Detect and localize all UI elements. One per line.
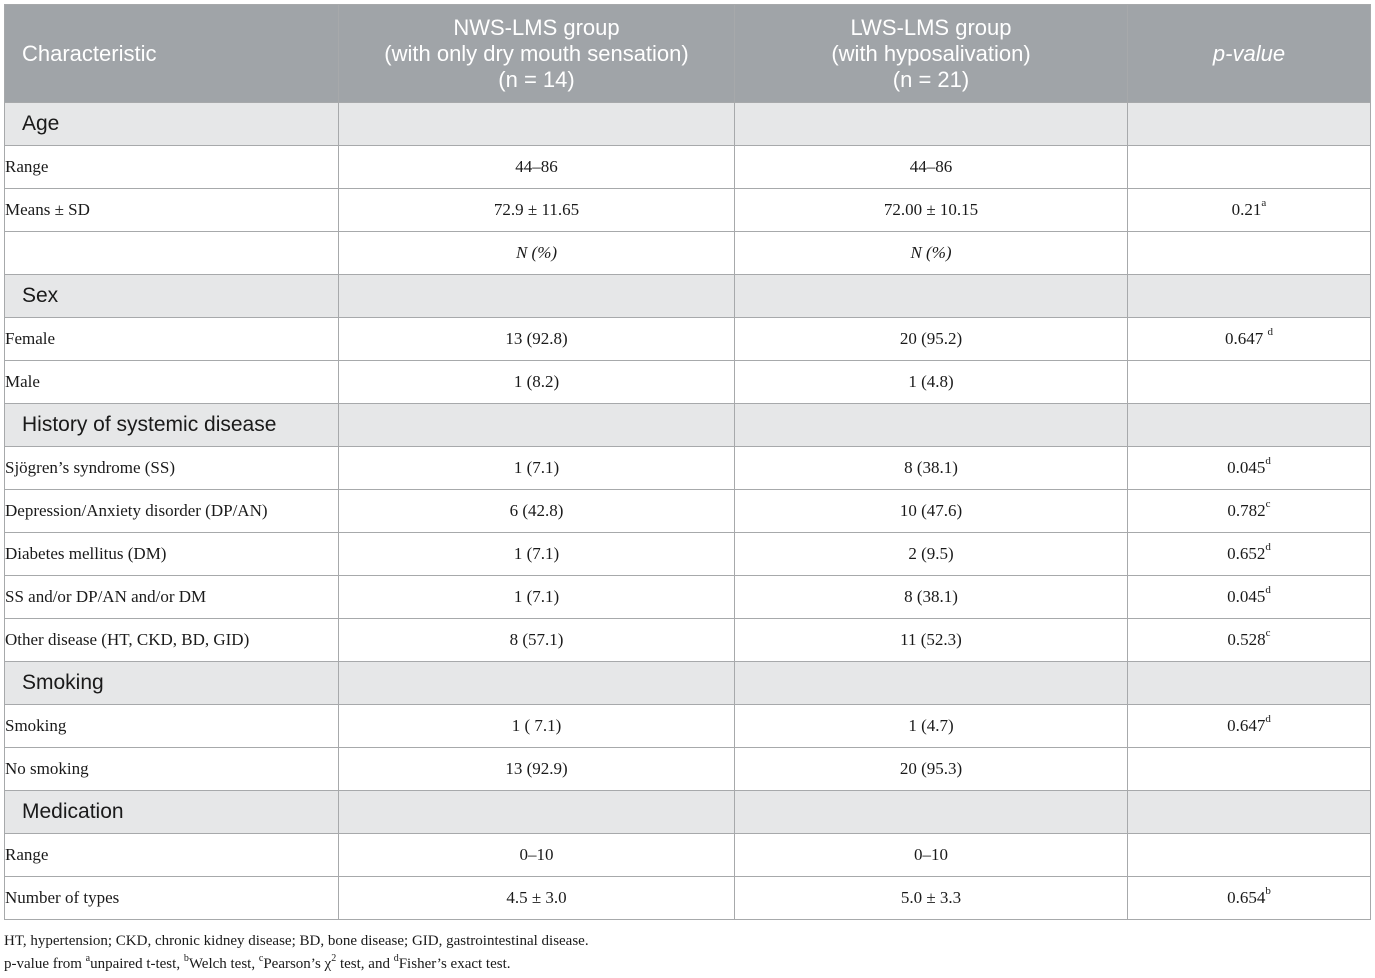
p-value xyxy=(1128,447,1371,490)
p-value-test-marker: d xyxy=(1265,584,1271,597)
table-row xyxy=(5,619,1371,662)
section-label: Age xyxy=(5,103,339,146)
p-value-number: 0.647 xyxy=(1227,716,1266,735)
lws-value xyxy=(735,232,1128,275)
section-row-sex xyxy=(5,275,1371,318)
p-value xyxy=(1128,533,1371,576)
p-value xyxy=(1128,877,1371,920)
p-value-number: 0.652 xyxy=(1227,544,1266,563)
p-value-number: 0.045 xyxy=(1227,587,1266,606)
p-value xyxy=(1128,361,1371,404)
footnote-test-a: unpaired t-test, xyxy=(90,956,184,972)
header-nws-lms xyxy=(339,5,735,103)
nws-value: 1 (7.1) xyxy=(339,533,735,576)
footnote-abbreviations: HT, hypertension; CKD, chronic kidney disease; BD, bone disease; GID, gastrointestinal disease. xyxy=(4,933,589,949)
section-label: History of systemic disease xyxy=(5,404,339,447)
header-nws-line3: (n = 14) xyxy=(498,66,575,92)
p-value-number: 0.647 xyxy=(1225,329,1268,348)
lws-value: 1 (4.7) xyxy=(735,705,1128,748)
section-row-smoking xyxy=(5,662,1371,705)
footnote-chi-square-exponent: 2 xyxy=(331,953,337,964)
p-value-test-marker: c xyxy=(1265,498,1271,511)
row-label: SS and/or DP/AN and/or DM xyxy=(5,576,339,619)
lws-value: 10 (47.6) xyxy=(735,490,1128,533)
row-label: Number of types xyxy=(5,877,339,920)
table-row xyxy=(5,834,1371,877)
row-label: No smoking xyxy=(5,748,339,791)
header-characteristic: Characteristic xyxy=(5,5,339,103)
lws-value: 11 (52.3) xyxy=(735,619,1128,662)
p-value-test-marker: d xyxy=(1267,326,1273,339)
row-label: Means ± SD xyxy=(5,189,339,232)
p-value-number: 0.21 xyxy=(1231,200,1262,219)
p-value-number: 0.528 xyxy=(1227,630,1266,649)
lws-value: 0–10 xyxy=(735,834,1128,877)
footnote-test-d: Fisher’s exact test. xyxy=(398,956,511,972)
lws-value: 44–86 xyxy=(735,146,1128,189)
p-value xyxy=(1128,490,1371,533)
footnote-test-b: Welch test, xyxy=(188,956,259,972)
p-value-number: 0.045 xyxy=(1227,458,1266,477)
header-nws-line1: NWS-LMS group xyxy=(453,14,620,40)
lws-value: 2 (9.5) xyxy=(735,533,1128,576)
table-row xyxy=(5,361,1371,404)
section-row-history xyxy=(5,404,1371,447)
lws-value: 8 (38.1) xyxy=(735,576,1128,619)
table-row xyxy=(5,748,1371,791)
row-label: Male xyxy=(5,361,339,404)
p-value-test-marker: c xyxy=(1265,627,1271,640)
p-value-test-marker: d xyxy=(1265,541,1271,554)
table-row xyxy=(5,189,1371,232)
p-value xyxy=(1128,834,1371,877)
p-value xyxy=(1128,748,1371,791)
nws-value: 13 (92.9) xyxy=(339,748,735,791)
section-label: Smoking xyxy=(5,662,339,705)
characteristics-table xyxy=(4,4,1371,920)
nws-value: 13 (92.8) xyxy=(339,318,735,361)
p-value-test-marker: a xyxy=(1261,197,1267,210)
row-label: Other disease (HT, CKD, BD, GID) xyxy=(5,619,339,662)
section-row-age xyxy=(5,103,1371,146)
nws-value xyxy=(339,232,735,275)
footnote-test-c-tail: test, and xyxy=(336,956,394,972)
lws-value: 20 (95.3) xyxy=(735,748,1128,791)
nws-value: 0–10 xyxy=(339,834,735,877)
header-p-value-label: p-value xyxy=(1212,40,1286,66)
nws-value: 1 (7.1) xyxy=(339,447,735,490)
p-value xyxy=(1128,576,1371,619)
footnote-marker-b: b xyxy=(183,953,189,964)
table-row xyxy=(5,232,1371,275)
table-row xyxy=(5,146,1371,189)
row-label: Smoking xyxy=(5,705,339,748)
nws-value: 1 (8.2) xyxy=(339,361,735,404)
lws-value: 1 (4.8) xyxy=(735,361,1128,404)
n-percent-label: N (%) xyxy=(910,243,952,262)
table-footnotes xyxy=(4,930,589,976)
lws-value: 72.00 ± 10.15 xyxy=(735,189,1128,232)
table-row xyxy=(5,705,1371,748)
footnote-marker-d: d xyxy=(393,953,399,964)
nws-value: 6 (42.8) xyxy=(339,490,735,533)
nws-value: 8 (57.1) xyxy=(339,619,735,662)
header-lws-line3: (n = 21) xyxy=(892,66,970,92)
header-nws-line2: (with only dry mouth sensation) xyxy=(384,40,689,66)
table-row xyxy=(5,318,1371,361)
p-value-test-marker: d xyxy=(1265,713,1271,726)
nws-value: 1 (7.1) xyxy=(339,576,735,619)
table-row xyxy=(5,576,1371,619)
row-label: Female xyxy=(5,318,339,361)
p-value xyxy=(1128,189,1371,232)
section-row-medication xyxy=(5,791,1371,834)
row-label: Diabetes mellitus (DM) xyxy=(5,533,339,576)
row-label: Range xyxy=(5,146,339,189)
row-label xyxy=(5,232,339,275)
footnote-marker-a: a xyxy=(85,953,91,964)
table-row xyxy=(5,877,1371,920)
table-row xyxy=(5,490,1371,533)
p-value xyxy=(1128,318,1371,361)
p-value-test-marker: d xyxy=(1265,455,1271,468)
footnote-lead: p-value from xyxy=(4,956,86,972)
p-value xyxy=(1128,619,1371,662)
table-row xyxy=(5,533,1371,576)
section-label: Medication xyxy=(5,791,339,834)
footnote-p-value-tests xyxy=(4,953,589,976)
p-value xyxy=(1128,146,1371,189)
nws-value: 4.5 ± 3.0 xyxy=(339,877,735,920)
p-value-number: 0.654 xyxy=(1227,888,1266,907)
nws-value: 1 ( 7.1) xyxy=(339,705,735,748)
row-label: Depression/Anxiety disorder (DP/AN) xyxy=(5,490,339,533)
p-value-number: 0.782 xyxy=(1227,501,1266,520)
header-p-value xyxy=(1128,5,1371,103)
p-value-test-marker: b xyxy=(1265,885,1271,898)
p-value xyxy=(1128,232,1371,275)
p-value xyxy=(1128,705,1371,748)
lws-value: 20 (95.2) xyxy=(735,318,1128,361)
header-lws-line1: LWS-LMS group xyxy=(850,14,1012,40)
n-percent-label: N (%) xyxy=(515,243,558,262)
lws-value: 8 (38.1) xyxy=(735,447,1128,490)
row-label: Sjögren’s syndrome (SS) xyxy=(5,447,339,490)
row-label: Range xyxy=(5,834,339,877)
header-lws-lms xyxy=(735,5,1128,103)
table-row xyxy=(5,447,1371,490)
section-label: Sex xyxy=(5,275,339,318)
header-lws-line2: (with hyposalivation) xyxy=(831,40,1031,66)
lws-value: 5.0 ± 3.3 xyxy=(735,877,1128,920)
footnote-test-c: Pearson’s χ xyxy=(263,956,332,972)
footnote-marker-c: c xyxy=(258,953,264,964)
nws-value: 72.9 ± 11.65 xyxy=(339,189,735,232)
header-row xyxy=(5,5,1371,103)
nws-value: 44–86 xyxy=(339,146,735,189)
